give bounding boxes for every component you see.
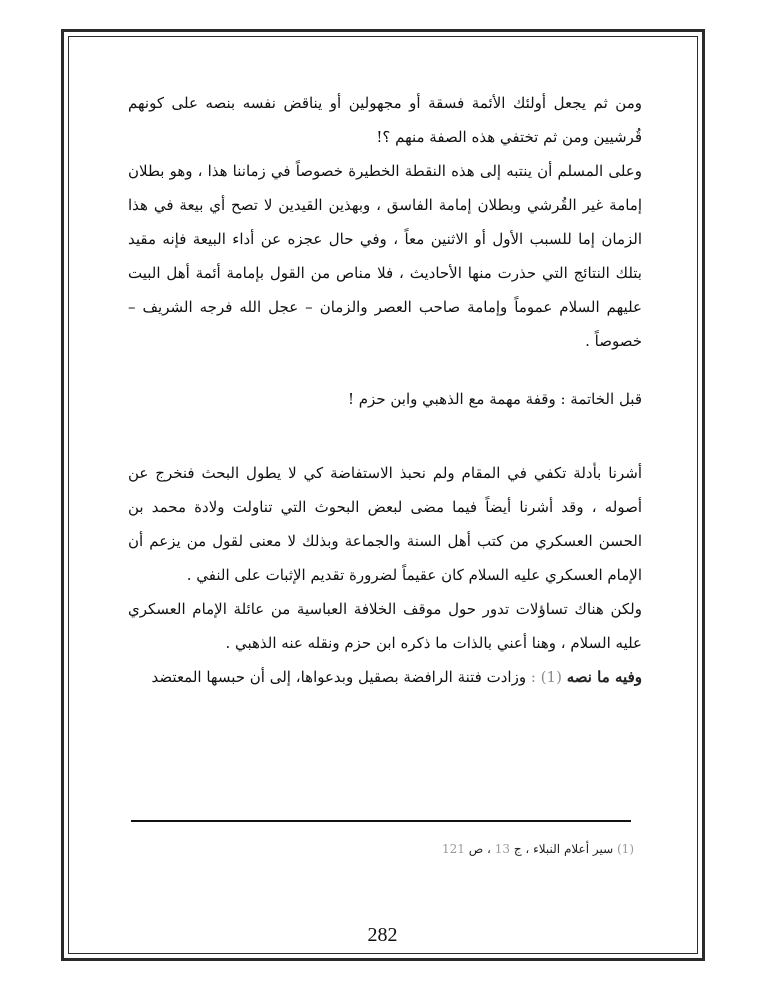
footnote-text: سير أعلام النبلاء ، ج <box>513 842 614 856</box>
footnote-marker: (1) <box>616 842 634 856</box>
quote-line <box>128 660 642 694</box>
footnote-divider <box>131 820 631 822</box>
footnote-volume: 13 <box>494 842 511 856</box>
quote-text: وزادت فتنة الرافضة بصقيل وبدعواها، إلى أن حبسها المعتضد <box>151 668 527 686</box>
quote-marker: (1) : <box>530 668 562 686</box>
page-body <box>128 86 642 694</box>
paragraph-3: أشرنا بأدلة تكفي في المقام ولم نحبذ الاستفاضة كي لا يطول البحث فنخرج عن أصوله ، وقد أشرنا أيضاً فيما مضى لبعض البحوث التي تناولت ولادة محمد بن الحسن العسكري من كتب أهل السنة والجماعة وبذلك لا معنى لقول من يزعم أن الإمام العسكري عليه السلام كان عقيماً لضرورة تقديم الإثبات على النفي . <box>128 464 642 584</box>
footnote <box>300 842 634 856</box>
paragraph-2: وعلى المسلم أن ينتبه إلى هذه النقطة الخطيرة خصوصاً في زماننا هذا ، وهو بطلان إمامة غير القُرشي وبطلان إمامة الفاسق ، وبهذين القيدين لا تصح أي بيعة في هذا الزمان إما للسبب الأول أو الاثنين معاً ، وفي حال عجزه عن أداء البيعة فإنه مقيد بتلك النتائج التي حذرت منها الأحاديث ، فلا مناص من القول بإمامة أئمة أهل البيت عليهم السلام عموماً وإمامة صاحب العصر والزمان – عجل الله فرجه الشريف – خصوصاً . <box>128 162 642 350</box>
footnote-page-label: ، ص <box>468 842 491 856</box>
footnote-page: 121 <box>441 842 465 856</box>
spacer <box>128 358 642 382</box>
quote-lead: وفيه ما نصه <box>566 668 642 686</box>
page-number: 282 <box>367 924 398 946</box>
paragraph-1: ومن ثم يجعل أولئك الأئمة فسقة أو مجهولين أو يناقض نفسه بنصه على كونهم قُرشيين ومن ثم تختفي هذه الصفة منهم ؟! <box>128 94 642 146</box>
section-heading: قبل الخاتمة : وقفة مهمة مع الذهبي وابن حزم ! <box>347 390 642 408</box>
paragraph-4: ولكن هناك تساؤلات تدور حول موقف الخلافة العباسية من عائلة الإمام العسكري عليه السلام ، وهنا أعني بالذات ما ذكره ابن حزم ونقله عنه الذهبي . <box>128 600 642 652</box>
spacer <box>128 416 642 456</box>
